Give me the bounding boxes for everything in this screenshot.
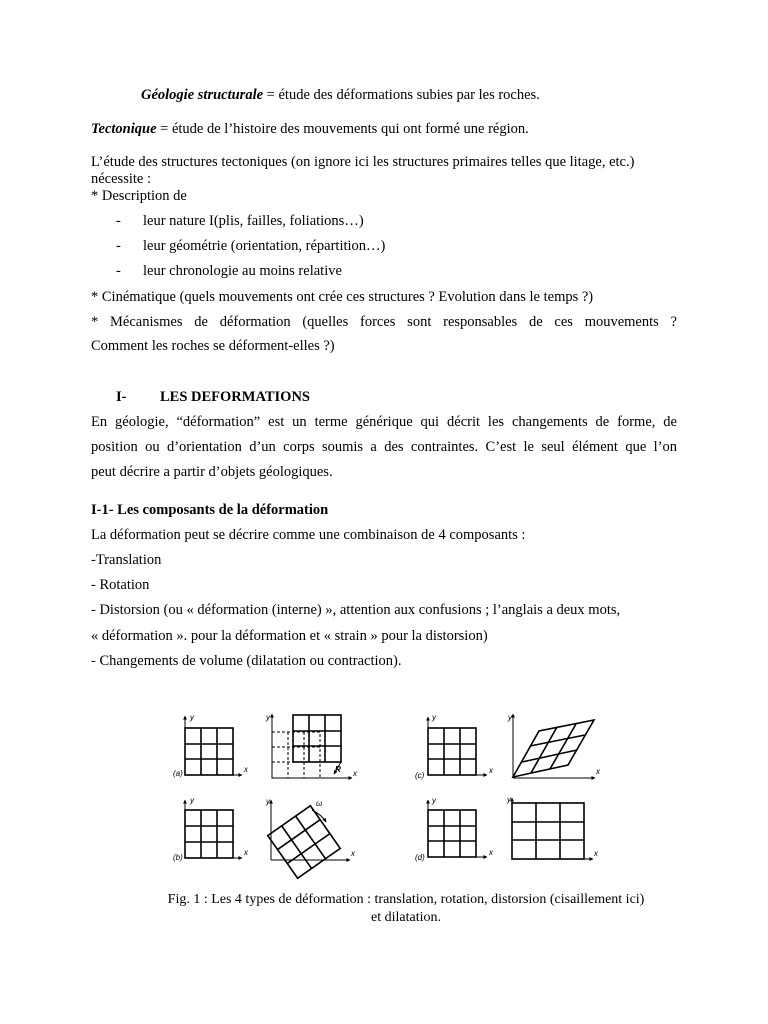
omega-label: ω bbox=[316, 799, 323, 808]
component-item: « déformation ». pour la déformation et « strain » pour la distorsion) bbox=[91, 628, 488, 644]
component-item: - Distorsion (ou « déformation (interne) », attention aux confusions ; l’anglais a deux mots, bbox=[91, 602, 621, 618]
list-item: leur chronologie au moins relative bbox=[143, 263, 342, 279]
deformation-para-line-3: peut décrire a partir d’objets géologiques. bbox=[91, 464, 333, 480]
axis-y-label: y bbox=[508, 713, 512, 722]
tectonics-definition bbox=[91, 120, 529, 138]
panel-label-a: (a) bbox=[173, 769, 183, 778]
deformation-figure bbox=[0, 700, 768, 880]
deformation-para-line-1: En géologie, “déformation” est un terme générique qui décrit les changements de forme, de bbox=[91, 414, 677, 430]
panel-d-original bbox=[428, 800, 487, 857]
axis-x-label: x bbox=[244, 848, 248, 857]
figure-caption-line-1: Fig. 1 : Les 4 types de déformation : translation, rotation, distorsion (cisaillement ici) bbox=[167, 892, 645, 907]
component-item: - Rotation bbox=[91, 577, 150, 593]
axis-y-label: y bbox=[507, 795, 511, 804]
deformation-para-line-2: position ou d’orientation d’un corps soumis a des contraintes. C’est le seul élément que l’on bbox=[91, 439, 677, 455]
axis-x-label: x bbox=[594, 849, 598, 858]
axis-x-label: x bbox=[351, 849, 355, 858]
mecanismes-line-1: * Mécanismes de déformation (quelles forces sont responsables de ces mouvements ? bbox=[91, 314, 677, 330]
list-dash: - bbox=[116, 263, 121, 279]
axis-y-label: y bbox=[266, 713, 270, 722]
axis-x-label: x bbox=[489, 848, 493, 857]
subsection-title: I-1- Les composants de la déformation bbox=[91, 502, 329, 518]
geology-def: = étude des déformations subies par les roches. bbox=[263, 87, 540, 103]
axis-y-label: y bbox=[190, 713, 194, 722]
panel-c-sheared bbox=[513, 714, 595, 778]
component-item: -Translation bbox=[91, 552, 162, 568]
section-title: LES DEFORMATIONS bbox=[160, 389, 310, 405]
axis-x-label: x bbox=[489, 766, 493, 775]
rotation-r-label: R bbox=[335, 765, 341, 774]
geology-term: Géologie structurale bbox=[141, 87, 264, 103]
section-number: I- bbox=[116, 389, 127, 405]
panel-b-rotated bbox=[268, 800, 350, 878]
structures-line-1: L’étude des structures tectoniques (on ignore ici les structures primaires telles que litage, etc.) bbox=[91, 154, 635, 170]
components-intro: La déformation peut se décrire comme une combinaison de 4 composants : bbox=[91, 527, 526, 543]
component-item: - Changements de volume (dilatation ou contraction). bbox=[91, 653, 402, 669]
geology-definition bbox=[141, 86, 540, 104]
section-heading bbox=[116, 388, 310, 406]
panel-d-dilated bbox=[512, 798, 593, 859]
axis-x-label: x bbox=[596, 767, 600, 776]
axis-y-label: y bbox=[266, 797, 270, 806]
structures-line-2: nécessite : bbox=[91, 171, 151, 187]
axis-x-label: x bbox=[244, 765, 248, 774]
tectonics-term: Tectonique bbox=[91, 121, 157, 137]
panel-label-c: (c) bbox=[415, 771, 425, 780]
axis-y-label: y bbox=[432, 713, 436, 722]
axis-y-label: y bbox=[190, 796, 194, 805]
panel-label-d: (d) bbox=[415, 853, 425, 862]
tectonics-def: = étude de l’histoire des mouvements qui ont formé une région. bbox=[156, 121, 529, 137]
mecanismes-line-2: Comment les roches se déforment-elles ?) bbox=[91, 338, 335, 354]
axis-y-label: y bbox=[432, 796, 436, 805]
description-label: * Description de bbox=[91, 188, 187, 204]
list-item: leur nature I(plis, failles, foliations…) bbox=[143, 213, 364, 229]
list-dash: - bbox=[116, 213, 121, 229]
panel-c-original bbox=[428, 717, 487, 775]
panel-label-b: (b) bbox=[173, 853, 183, 862]
axis-x-label: x bbox=[353, 769, 357, 778]
list-item: leur géométrie (orientation, répartition…) bbox=[143, 238, 386, 254]
list-dash: - bbox=[116, 238, 121, 254]
panel-b-original bbox=[185, 800, 242, 858]
figure-caption-line-2: et dilatation. bbox=[371, 910, 441, 925]
panel-a-original bbox=[185, 716, 242, 775]
cinematique-line: * Cinématique (quels mouvements ont crée ces structures ? Evolution dans le temps ?) bbox=[91, 289, 594, 305]
